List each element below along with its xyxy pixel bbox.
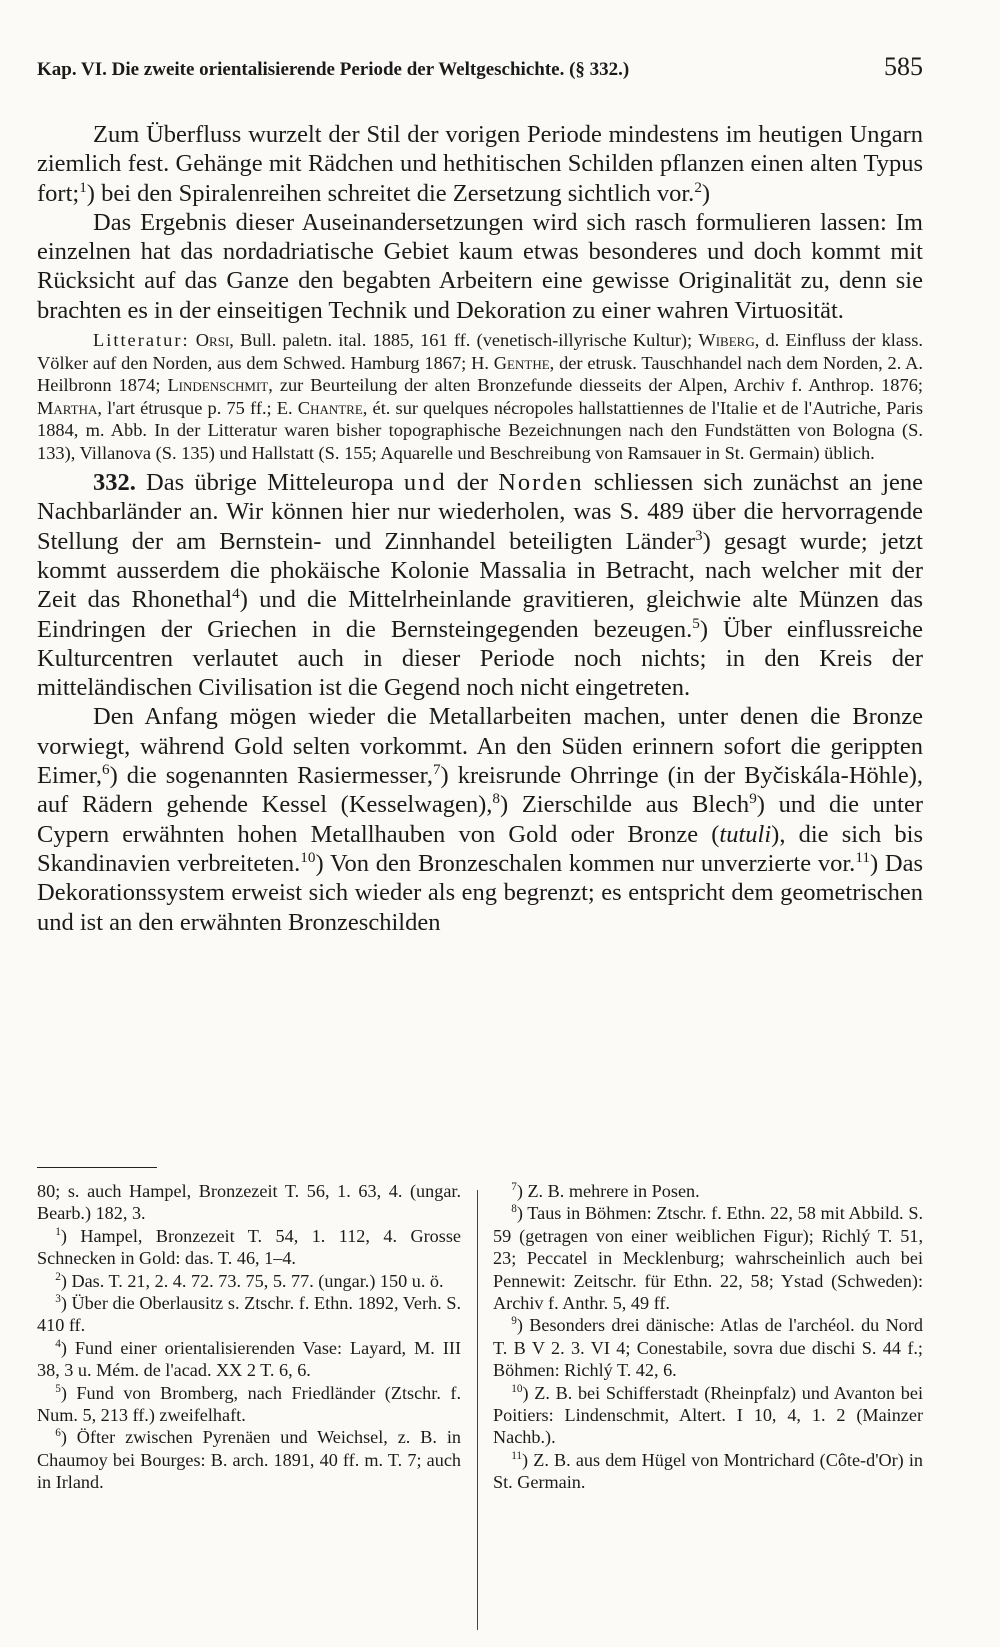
footnote-ref[interactable]: 5 — [692, 614, 700, 632]
footnote-ref[interactable]: 6 — [102, 760, 110, 778]
footnotes-right-column — [493, 1180, 923, 1494]
footnote-ref[interactable]: 10 — [300, 848, 316, 866]
column-divider — [477, 1190, 478, 1630]
running-title: Kap. VI. Die zweite orientalisierende Periode der Weltgeschichte. (§ 332.) — [37, 59, 630, 80]
footnote: $^3$) Über die Oberlausitz s. Ztschr. f. Ethn. 1892, Verh. S. 410 ff. — [37, 1292, 461, 1336]
footnote: $^4$) Fund einer orientalisierenden Vase: Layard, M. III 38, 3 u. Mém. de l'acad. XX 2 T. 6, 6. — [37, 1337, 462, 1381]
footnote: $^1$) Hampel, Bronzezeit T. 54, 1. 112, 4. Grosse Schnecken in Gold: das. T. 46, 1–4. — [37, 1225, 461, 1269]
footnote: $^5$) Fund von Bromberg, nach Friedländer (Ztschr. f. Num. 5, 213 ff.) zweifelhaft. — [37, 1382, 461, 1426]
footnote-ref[interactable]: 4 — [232, 585, 240, 603]
section-paragraph: 332. Das übrige Mitteleuropa und der Norden schliessen sich zunächst an jene Nachbarländer an. Wir können hier nur wiederholen, was S. 489 über die hervorragende Stellung der am Bernstein- und Zinnhandel beteiligten Länder$^3$) gesagt wurde; jetzt kommt ausserdem die phokäische Kolonie Massalia in Betracht, nach welcher mit der Zeit das Rhonethal$^4$) und die Mittelrheinlande gravitieren, gleichwie alte Münzen das Eindringen der Griechen in die Bernsteingegenden bezeugen.$^5$) Über einflussreiche Kulturcentren verlautet auch in dieser Periode noch nichts; in den Kreis der mitteländischen Civilisation ist die Gegend noch nicht eingetreten. — [37, 469, 923, 702]
literature-note: Litteratur: Orsi, Bull. paletn. ital. 1885, 161 ff. (venetisch-illyrische Kultur); Wiberg, d. Einfluss der klass. Völker auf den Norden, aus dem Schwed. Hamburg 1867; H. Genthe, der etrusk. Tauschhandel nach dem Norden, 2. A. Heilbronn 1874; Lindenschmit, zur Beurteilung der alten Bronzefunde diesseits der Alpen, Archiv f. Anthrop. 1876; Martha, l'art étrusque p. 75 ff.; E. Chantre, ét. sur quelques nécropoles hallstattiennes de l'Italie et de l'Autriche, Paris 1884, m. Abb. In der Litteratur waren bisher topographische Bezeichnungen nach den Fundstätten von Bologna (S. 133), Villanova (S. 135) und Hallstatt (S. 155; Aquarelle und Beschreibung von Ramsauer in St. Germain) üblich. — [37, 330, 924, 463]
footnote-ref[interactable]: 11 — [855, 848, 870, 866]
footnote: $^{11}$) Z. B. aus dem Hügel von Montrichard (Côte-d'Or) in St. Germain. — [493, 1449, 923, 1493]
paragraph: Den Anfang mögen wieder die Metallarbeiten machen, unter denen die Bronze vorwiegt, während Gold selten vorkommt. An den Süden erinnern sofort die gerippten Eimer,$^6$) die sogenannten Rasiermesser,$^7$) kreisrunde Ohrringe (in der Byčiskála-Höhle), auf Rädern gehende Kessel (Kesselwagen),$^8$) Zierschilde aus Blech$^9$) und die unter Cypern erwähnten hohen Metallhauben von Gold oder Bronze (tutuli), die sich bis Skandinavien verbreiteten.$^{10}$) Von den Bronzeschalen kommen nur unverzierte vor.$^{11}$) Das Dekorationssystem erweist sich wieder als eng begrenzt; es entspricht dem geometrischen und ist an den erwähnten Bronzeschilden — [37, 703, 924, 936]
paragraph: Das Ergebnis dieser Auseinandersetzungen wird sich rasch formulieren lassen: Im einzelnen hat das nordadriatische Gebiet kaum etwas besonderes und doch kommt mit Rücksicht auf das Ganze den begabten Arbeitern eine gewisse Originalität zu, denn sie brachten es in der einseitigen Technik und Dekoration zu einer wahren Virtuosität. — [37, 208, 923, 324]
footnotes-left-column — [37, 1180, 461, 1494]
footnote-separator — [37, 1167, 157, 1168]
footnote-ref[interactable]: 1 — [79, 178, 87, 196]
footnote: $^9$) Besonders drei dänische: Atlas de l'archéol. du Nord T. B V 2. 3. VI 4; Conestabile, sovra due dischi S. 44 f.; Böhmen: Richlý T. 42, 6. — [493, 1315, 923, 1381]
footnote-ref[interactable]: 3 — [695, 526, 703, 544]
section-number: 332. — [93, 469, 136, 497]
footnote: $^8$) Taus in Böhmen: Ztschr. f. Ethn. 22, 58 mit Abbild. S. 59 (getragen von einer weiblichen Figur); Richlý T. 51, 23; Peccatel in Mecklenburg; wahrscheinlich auch bei Pennewit: Zeitschr. für Ethn. 22, 58; Ystad (Schweden): Archiv f. Anthr. 5, 49 ff. — [493, 1203, 923, 1314]
running-header — [37, 52, 923, 82]
page-number: 585 — [884, 52, 923, 81]
footnote-ref[interactable]: 7 — [432, 760, 441, 778]
footnote: $^2$) Das. T. 21, 2. 4. 72. 73. 75, 5. 77. (ungar.) 150 u. ö. — [55, 1270, 444, 1291]
footnote-ref[interactable]: 2 — [694, 178, 702, 196]
footnote: $^6$) Öfter zwischen Pyrenäen und Weichsel, z. B. in Chaumoy bei Bourges: B. arch. 1891, 40 ff. m. T. 7; auch in Irland. — [37, 1427, 461, 1493]
footnote: $^{10}$) Z. B. bei Schifferstadt (Rheinpfalz) und Avanton bei Poitiers: Lindenschmit, Altert. I 10, 4, 1. 2 (Mainzer Nachb.). — [493, 1382, 923, 1448]
footnote: 80; s. auch Hampel, Bronzezeit T. 56, 1. 63, 4. (ungar. Bearb.) 182, 3. — [37, 1181, 461, 1224]
main-text — [37, 120, 923, 937]
footnote-ref[interactable]: 9 — [749, 790, 757, 808]
footnote: $^7$) Z. B. mehrere in Posen. — [511, 1180, 700, 1201]
paragraph: Zum Überfluss wurzelt der Stil der vorigen Periode mindestens im heutigen Ungarn ziemlich fest. Gehänge mit Rädchen und hethitischen Schilden pflanzen einen alten Typus fort;$^1$) bei den Spiralenreihen schreitet die Zersetzung sichtlich vor.$^2$) — [37, 121, 923, 207]
footnote-ref[interactable]: 8 — [492, 790, 500, 808]
